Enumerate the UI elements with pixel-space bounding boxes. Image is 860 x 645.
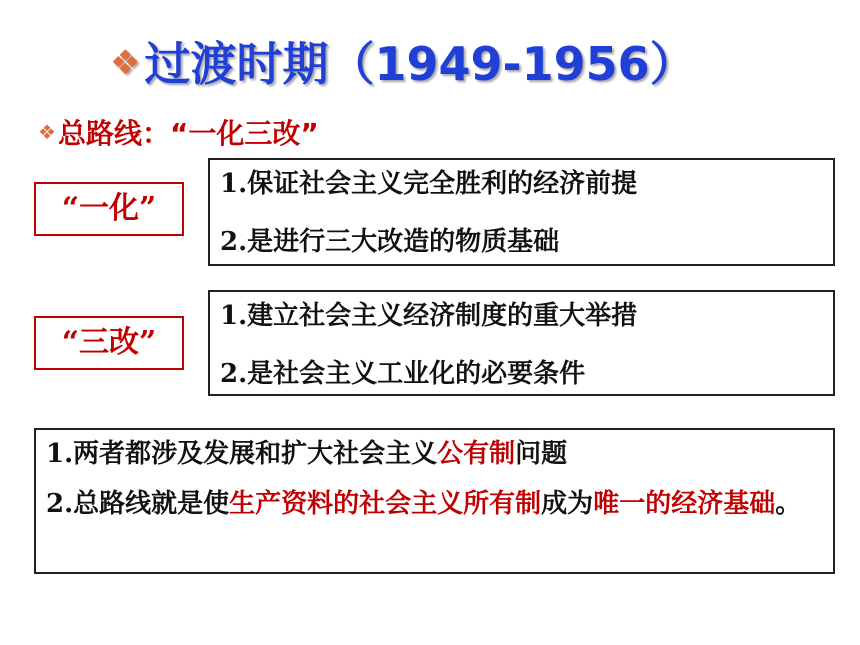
general-line-heading-text: 总路线：“一化三改”: [57, 117, 319, 150]
yihua-box: [208, 158, 835, 266]
slide-title-text: 过渡时期（1949-1956）: [144, 37, 696, 91]
yihua-line-2: 2.是进行三大改造的物质基础: [220, 227, 560, 257]
summary-line-1-text-a: 1.两者都涉及发展和扩大社会主义: [46, 439, 438, 469]
summary-line-2-highlight-1: 生产资料的社会主义所有制: [229, 489, 542, 519]
summary-box: [34, 428, 835, 574]
slide-title: [110, 28, 696, 94]
general-line-heading: [38, 112, 319, 152]
diamond-bullet-icon: ❖: [38, 120, 56, 144]
sangai-box: [208, 290, 835, 396]
summary-line-2-highlight-2: 唯一的经济基础: [593, 489, 776, 519]
summary-line-2-text-e: 。: [775, 489, 802, 519]
yihua-tag: “一化”: [34, 182, 184, 236]
summary-line-2-text-a: 2.总路线就是使: [46, 489, 230, 519]
summary-line-1-highlight: 公有制: [437, 439, 516, 469]
summary-line-1-text-c: 问题: [515, 439, 568, 469]
sangai-line-2: 2.是社会主义工业化的必要条件: [220, 359, 586, 389]
sangai-line-1: 1.建立社会主义经济制度的重大举措: [220, 301, 638, 331]
summary-line-2: [46, 486, 823, 522]
summary-line-1: [46, 436, 823, 472]
sangai-tag: “三改”: [34, 316, 184, 370]
summary-line-2-text-c: 成为: [541, 489, 594, 519]
yihua-line-1: 1.保证社会主义完全胜利的经济前提: [220, 169, 638, 199]
diamond-bullet-icon: ❖: [110, 43, 141, 83]
